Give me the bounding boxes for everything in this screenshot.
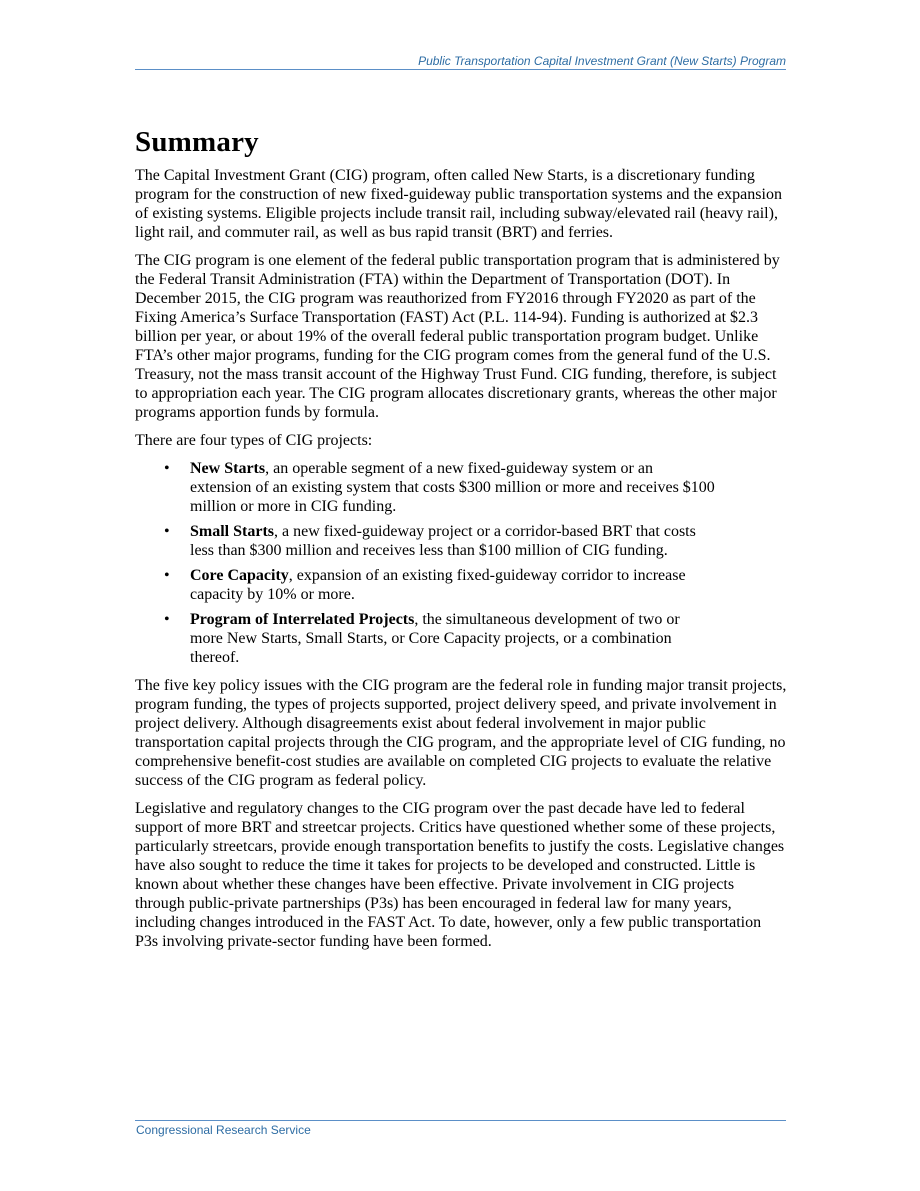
header-divider <box>135 69 786 70</box>
paragraph-project-types-lead: There are four types of CIG projects: <box>135 432 373 449</box>
bullet-icon: • <box>164 523 170 540</box>
paragraph-policy-issues: The five key policy issues with the CIG program are the federal role in funding major transit projects, program funding, the types of projects supported, project delivery speed, and private involvement in project delivery. Although disagreements exist about federal involvement in major public transportation capital projects through the CIG program, and the appropriate level of CIG funding, no comprehensive benefit-cost studies are available on completed CIG projects to evaluate the relative success of the CIG program as federal policy. <box>135 677 787 789</box>
list-item-term: Small Starts <box>190 523 274 540</box>
bullet-icon: • <box>164 567 170 584</box>
list-item-text: , a new fixed-guideway project or a corridor-based BRT that costs less than $300 million and receives less than $100 million of CIG funding. <box>190 523 696 559</box>
list-item <box>135 522 715 560</box>
bullet-icon: • <box>164 611 170 628</box>
paragraph-intro: The Capital Investment Grant (CIG) program, often called New Starts, is a discretionary funding program for the construction of new fixed-guideway public transportation systems and the expansion of existing systems. Eligible projects include transit rail, including subway/elevated rail (heavy rail), light rail, and commuter rail, as well as bus rapid transit (BRT) and ferries. <box>135 167 782 241</box>
list-item <box>135 566 715 604</box>
summary-section <box>135 124 787 960</box>
paragraph-program-element: The CIG program is one element of the federal public transportation program that is administered by the Federal Transit Administration (FTA) within the Department of Transportation (DOT). In December 2015, the CIG program was reauthorized from FY2016 through FY2020 as part of the Fixing America’s Surface Transportation (FAST) Act (P.L. 114-94). Funding is authorized at $2.3 billion per year, or about 19% of the overall federal public transportation program budget. Unlike FTA’s other major programs, funding for the CIG program comes from the general fund of the U.S. Treasury, not the mass transit account of the Highway Trust Fund. CIG funding, therefore, is subject to appropriation each year. The CIG program allocates discretionary grants, whereas the other major programs apportion funds by formula. <box>135 252 780 421</box>
bullet-icon: • <box>164 460 170 477</box>
list-item-term: Program of Interrelated Projects <box>190 611 415 628</box>
section-title: Summary <box>135 126 259 158</box>
list-item-text: , an operable segment of a new fixed-guideway system or an extension of an existing system that costs $300 million or more and receives $100 million or more in CIG funding. <box>190 460 715 515</box>
list-item <box>135 610 715 667</box>
footer-publisher: Congressional Research Service <box>136 1123 311 1137</box>
list-item-term: Core Capacity <box>190 567 289 584</box>
list-item-text: , expansion of an existing fixed-guideway corridor to increase capacity by 10% or more. <box>190 567 686 603</box>
running-header: Public Transportation Capital Investment Grant (New Starts) Program <box>418 54 786 68</box>
paragraph-legislative-changes: Legislative and regulatory changes to the CIG program over the past decade have led to federal support of more BRT and streetcar projects. Critics have questioned whether some of these projects, particularly streetcars, provide enough transportation benefits to justify the costs. Legislative changes have also sought to reduce the time it takes for projects to be developed and constructed. Little is known about whether these changes have been effective. Private involvement in CIG projects through public-private partnerships (P3s) has been encouraged in federal law for many years, including changes introduced in the FAST Act. To date, however, only a few public transportation P3s involving private-sector funding have been formed. <box>135 800 785 950</box>
list-item <box>135 459 715 516</box>
list-item-text: , the simultaneous development of two or more New Starts, Small Starts, or Core Capacity projects, or a combination thereof. <box>190 611 680 666</box>
footer-divider <box>135 1120 786 1121</box>
project-types-list <box>135 459 787 667</box>
list-item-term: New Starts <box>190 460 266 477</box>
